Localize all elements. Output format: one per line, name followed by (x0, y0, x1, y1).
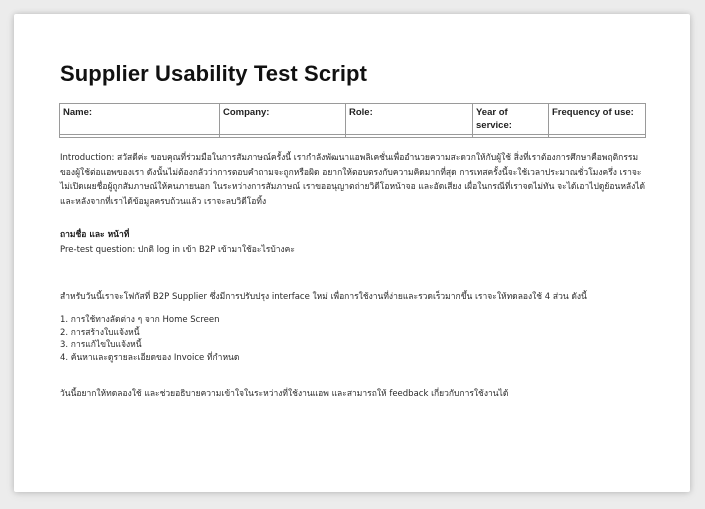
table-row (60, 135, 646, 138)
table-header-row (60, 104, 646, 135)
year-of-service-cell (473, 135, 549, 138)
company-header: Company: (220, 104, 346, 135)
role-header: Role: (346, 104, 473, 135)
list-item: 2. การสร้างใบแจ้งหนี้ (60, 327, 140, 338)
ask-name-role-heading: ถามชื่อ และ หน้าที่ (60, 230, 130, 240)
list-item: 4. ค้นหาและดูรายละเอียดของ Invoice ที่กำหนด (60, 353, 240, 364)
list-item: 1. การใช้ทางลัดต่าง ๆ จาก Home Screen (60, 315, 220, 325)
list-item: 3. การแก้ไขใบแจ้งหนี้ (60, 340, 142, 351)
closing-paragraph: วันนี้อยากให้ทดลองใช้ และช่วยอธิบายความเข้าใจในระหว่างที่ใช้งานแอพ และสามารถให้ feedback เกี่ยวกับการใช้งานได้ (60, 389, 509, 399)
participant-info-table (59, 103, 646, 138)
role-cell (346, 135, 473, 138)
document-title: Supplier Usability Test Script (60, 61, 367, 86)
pretest-question: Pre-test question: ปกติ log in เข้า B2P เข้ามาใช้อะไรบ้างคะ (60, 245, 295, 255)
document-page (14, 14, 690, 492)
frequency-of-use-header: Frequency of use: (549, 104, 646, 135)
task-list (60, 314, 620, 365)
frequency-of-use-cell (549, 135, 646, 138)
name-header: Name: (60, 104, 220, 135)
company-cell (220, 135, 346, 138)
name-cell (60, 135, 220, 138)
introduction-paragraph: Introduction: สวัสดีค่ะ ขอบคุณที่ร่วมมือในการสัมภาษณ์ครั้งนี้ เรากำลังพัฒนาแอพลิเคชั่นเพื่ออำนวยความสะดวกให้กับผู้ใช้ สิ่งที่เราต้องการศึกษาคือพฤติกรรมของผู้ใช้ต่อแอพของเรา ดังนั้นไม่ต้องกลัวว่าการตอบคำถามจะถูกหรือผิด อยากให้ตอบตรงกับความคิดมากที่สุด การเทสครั้งนี้จะใช้เวลาประมาณชั่วโมงครึ่ง เราจะไม่เปิดเผยชื่อผู้ถูกสัมภาษณ์ให้คนภายนอก ในระหว่างการสัมภาษณ์ เราขออนุญาตถ่ายวิดีโอหน้าจอ และอัดเสียง เผื่อในกรณีที่เราจดไม่ทัน จะได้เอาไปดูย้อนหลังได้ และหลังจากที่เราได้ข้อมูลครบถ้วนแล้ว เราจะลบวิดีโอทิ้ง (60, 153, 646, 207)
year-of-service-header: Year of service: (473, 104, 549, 135)
today-focus-paragraph: สำหรับวันนี้เราจะโฟกัสที่ B2P Supplier ซึ่งมีการปรับปรุง interface ใหม่ เพื่อการใช้งานที่ง่ายและรวดเร็วมากขึ้น เราจะให้ทดลองใช้ 4 ส่วน ดังนี้ (60, 292, 587, 302)
